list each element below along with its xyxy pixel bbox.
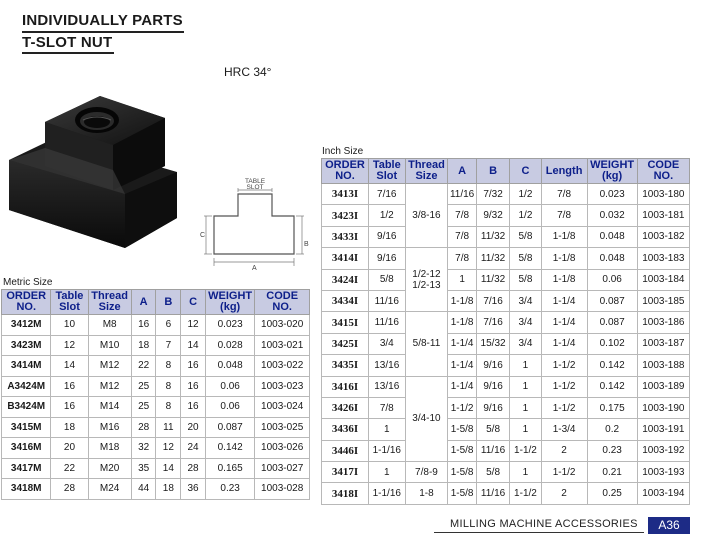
table-cell: 1-1/2 bbox=[541, 462, 587, 483]
inch-header-cell: Length bbox=[541, 159, 587, 184]
table-cell: 35 bbox=[131, 458, 156, 479]
table-cell: M12 bbox=[88, 376, 131, 397]
table-cell: 5/8 bbox=[476, 419, 509, 440]
table-cell: 1/2 bbox=[369, 205, 406, 226]
table-cell: 1/2 bbox=[510, 184, 541, 205]
inch-header-cell: WEIGHT (kg) bbox=[587, 159, 637, 184]
table-cell: 9/16 bbox=[476, 355, 509, 376]
order-number-cell: 3446I bbox=[322, 440, 369, 461]
table-cell: 36 bbox=[181, 479, 206, 500]
table-cell: 1003-191 bbox=[637, 419, 689, 440]
table-cell: 0.2 bbox=[587, 419, 637, 440]
metric-size-table bbox=[1, 289, 310, 500]
thread-size-cell: 5/8-11 bbox=[405, 312, 448, 376]
table-cell: 1-5/8 bbox=[448, 419, 477, 440]
table-cell: 2 bbox=[541, 483, 587, 504]
diagram-label-b: B bbox=[304, 241, 309, 248]
order-number-cell: 3415M bbox=[2, 417, 51, 438]
table-cell: 0.087 bbox=[587, 312, 637, 333]
table-cell: 9/16 bbox=[476, 397, 509, 418]
table-cell: 1-1/4 bbox=[541, 333, 587, 354]
table-cell: 5/8 bbox=[510, 269, 541, 290]
table-cell: 0.175 bbox=[587, 397, 637, 418]
table-cell: 1-1/4 bbox=[448, 333, 477, 354]
table-cell: 1 bbox=[510, 419, 541, 440]
diagram-label-a: A bbox=[252, 265, 257, 271]
title-underline bbox=[22, 31, 184, 33]
diagram-label-table: TABLE bbox=[244, 178, 266, 185]
table-cell: 0.06 bbox=[587, 269, 637, 290]
table-cell: 0.142 bbox=[587, 355, 637, 376]
table-cell: 1-1/2 bbox=[510, 483, 541, 504]
thread-size-cell: 1-8 bbox=[405, 483, 448, 504]
table-cell: 7/16 bbox=[369, 184, 406, 205]
table-cell: 1003-192 bbox=[637, 440, 689, 461]
metric-header-cell: B bbox=[156, 290, 181, 315]
metric-caption: Metric Size bbox=[3, 277, 53, 288]
table-cell: 11/16 bbox=[369, 312, 406, 333]
table-cell: 1-1/8 bbox=[541, 269, 587, 290]
inch-caption: Inch Size bbox=[322, 146, 364, 157]
order-number-cell: 3418M bbox=[2, 479, 51, 500]
table-cell: 1-3/4 bbox=[541, 419, 587, 440]
diagram-label-c: C bbox=[200, 232, 206, 239]
thread-size-cell: 3/8-16 bbox=[405, 184, 448, 248]
table-row bbox=[322, 419, 690, 440]
table-cell: 11/32 bbox=[476, 226, 509, 247]
table-cell: 0.142 bbox=[205, 438, 254, 459]
table-cell: 3/4 bbox=[510, 290, 541, 311]
footer-rule bbox=[434, 532, 644, 533]
table-cell: 28 bbox=[131, 417, 156, 438]
table-cell: 1003-190 bbox=[637, 397, 689, 418]
table-cell: 18 bbox=[51, 417, 88, 438]
table-cell: 0.23 bbox=[587, 440, 637, 461]
table-cell: 1003-028 bbox=[255, 479, 310, 500]
table-cell: 13/16 bbox=[369, 355, 406, 376]
metric-header-cell: WEIGHT (kg) bbox=[205, 290, 254, 315]
table-cell: 1-1/8 bbox=[541, 248, 587, 269]
inch-header-cell: A bbox=[448, 159, 477, 184]
table-cell: 1003-185 bbox=[637, 290, 689, 311]
table-cell: 1-1/2 bbox=[541, 376, 587, 397]
order-number-cell: 3436I bbox=[322, 419, 369, 440]
table-cell: 11/16 bbox=[476, 483, 509, 504]
table-cell: 25 bbox=[131, 397, 156, 418]
table-cell: 28 bbox=[51, 479, 88, 500]
page-title: INDIVIDUALLY PARTS bbox=[22, 12, 183, 29]
table-cell: 0.032 bbox=[587, 205, 637, 226]
subtitle-underline bbox=[22, 52, 114, 54]
table-cell: 7/8 bbox=[541, 205, 587, 226]
table-cell: 12 bbox=[181, 315, 206, 336]
table-cell: 7/8 bbox=[369, 397, 406, 418]
table-cell: 1 bbox=[448, 269, 477, 290]
table-cell: 1003-026 bbox=[255, 438, 310, 459]
table-cell: 1-1/8 bbox=[541, 226, 587, 247]
table-cell: 1-1/2 bbox=[541, 355, 587, 376]
table-cell: 1003-187 bbox=[637, 333, 689, 354]
order-number-cell: 3416I bbox=[322, 376, 369, 397]
table-row bbox=[322, 397, 690, 418]
table-row bbox=[322, 184, 690, 205]
metric-header-cell: Table Slot bbox=[51, 290, 88, 315]
metric-table-body bbox=[2, 315, 310, 500]
table-cell: 1003-188 bbox=[637, 355, 689, 376]
table-row bbox=[322, 483, 690, 504]
table-cell: 25 bbox=[131, 376, 156, 397]
order-number-cell: 3417M bbox=[2, 458, 51, 479]
table-cell: 1003-021 bbox=[255, 335, 310, 356]
table-cell: 1-5/8 bbox=[448, 483, 477, 504]
table-cell: M16 bbox=[88, 417, 131, 438]
table-cell: 0.06 bbox=[205, 376, 254, 397]
table-cell: 7/32 bbox=[476, 184, 509, 205]
metric-header-cell: A bbox=[131, 290, 156, 315]
table-cell: 1003-023 bbox=[255, 376, 310, 397]
table-cell: 2 bbox=[541, 440, 587, 461]
section-footer: MILLING MACHINE ACCESSORIES bbox=[450, 518, 638, 530]
order-number-cell: 3434I bbox=[322, 290, 369, 311]
table-cell: 0.102 bbox=[587, 333, 637, 354]
table-cell: 0.25 bbox=[587, 483, 637, 504]
table-cell: 1-1/2 bbox=[510, 440, 541, 461]
table-cell: 0.23 bbox=[205, 479, 254, 500]
table-cell: 1 bbox=[369, 462, 406, 483]
table-cell: 8 bbox=[156, 397, 181, 418]
order-number-cell: 3423I bbox=[322, 205, 369, 226]
metric-header-cell: ORDER NO. bbox=[2, 290, 51, 315]
order-number-cell: 3417I bbox=[322, 462, 369, 483]
table-cell: 11/32 bbox=[476, 269, 509, 290]
order-number-cell: 3423M bbox=[2, 335, 51, 356]
page-subtitle: T-SLOT NUT bbox=[22, 34, 113, 51]
table-cell: 1 bbox=[369, 419, 406, 440]
order-number-cell: 3412M bbox=[2, 315, 51, 336]
table-cell: 9/16 bbox=[369, 226, 406, 247]
table-cell: 1 bbox=[510, 376, 541, 397]
table-row bbox=[322, 462, 690, 483]
table-row bbox=[322, 355, 690, 376]
table-cell: 18 bbox=[156, 479, 181, 500]
table-cell: 12 bbox=[156, 438, 181, 459]
table-cell: 11/16 bbox=[369, 290, 406, 311]
table-cell: 0.023 bbox=[205, 315, 254, 336]
table-cell: 1-1/4 bbox=[541, 290, 587, 311]
table-cell: 1/2 bbox=[510, 205, 541, 226]
table-cell: 12 bbox=[51, 335, 88, 356]
order-number-cell: A3424M bbox=[2, 376, 51, 397]
table-cell: 1-1/8 bbox=[448, 312, 477, 333]
table-cell: 22 bbox=[131, 356, 156, 377]
table-cell: 20 bbox=[181, 417, 206, 438]
table-cell: 1-1/4 bbox=[448, 376, 477, 397]
order-number-cell: B3424M bbox=[2, 397, 51, 418]
table-cell: 10 bbox=[51, 315, 88, 336]
table-row bbox=[322, 248, 690, 269]
table-cell: 0.21 bbox=[587, 462, 637, 483]
table-cell: 0.087 bbox=[205, 417, 254, 438]
table-cell: 0.165 bbox=[205, 458, 254, 479]
order-number-cell: 3414M bbox=[2, 356, 51, 377]
table-row bbox=[2, 417, 310, 438]
inch-header-cell: Table Slot bbox=[369, 159, 406, 184]
order-number-cell: 3435I bbox=[322, 355, 369, 376]
hardness-label: HRC 34° bbox=[224, 65, 272, 79]
inch-header-cell: ORDER NO. bbox=[322, 159, 369, 184]
table-cell: 1-1/16 bbox=[369, 483, 406, 504]
table-cell: 8 bbox=[156, 356, 181, 377]
table-cell: 0.023 bbox=[587, 184, 637, 205]
table-cell: 32 bbox=[131, 438, 156, 459]
table-cell: 0.028 bbox=[205, 335, 254, 356]
table-cell: 9/16 bbox=[369, 248, 406, 269]
t-slot-dimension-diagram bbox=[190, 176, 310, 271]
table-cell: 1003-189 bbox=[637, 376, 689, 397]
table-row bbox=[322, 440, 690, 461]
metric-header-row bbox=[2, 290, 310, 315]
table-row bbox=[322, 205, 690, 226]
table-row bbox=[2, 356, 310, 377]
table-cell: 16 bbox=[181, 397, 206, 418]
table-cell: 14 bbox=[51, 356, 88, 377]
table-cell: 7/8 bbox=[541, 184, 587, 205]
table-cell: 9/16 bbox=[476, 376, 509, 397]
table-cell: 16 bbox=[131, 315, 156, 336]
table-cell: 5/8 bbox=[510, 248, 541, 269]
order-number-cell: 3416M bbox=[2, 438, 51, 459]
table-cell: 0.048 bbox=[205, 356, 254, 377]
table-cell: 16 bbox=[181, 376, 206, 397]
table-cell: 0.142 bbox=[587, 376, 637, 397]
table-cell: 1-1/2 bbox=[448, 397, 477, 418]
page-number-badge: A36 bbox=[648, 517, 690, 534]
metric-header-cell: CODE NO. bbox=[255, 290, 310, 315]
inch-header-cell: C bbox=[510, 159, 541, 184]
table-cell: 0.06 bbox=[205, 397, 254, 418]
table-cell: 11/32 bbox=[476, 248, 509, 269]
table-cell: 8 bbox=[156, 376, 181, 397]
table-cell: 6 bbox=[156, 315, 181, 336]
inch-header-cell: Thread Size bbox=[405, 159, 448, 184]
table-cell: 1003-193 bbox=[637, 462, 689, 483]
diagram-label-slot: SLOT bbox=[246, 184, 264, 191]
inch-size-table bbox=[321, 158, 690, 505]
inch-header-cell: B bbox=[476, 159, 509, 184]
table-cell: 1003-027 bbox=[255, 458, 310, 479]
table-cell: 1003-024 bbox=[255, 397, 310, 418]
table-cell: 1 bbox=[510, 397, 541, 418]
table-cell: 1003-020 bbox=[255, 315, 310, 336]
table-cell: 0.048 bbox=[587, 226, 637, 247]
table-cell: 0.087 bbox=[587, 290, 637, 311]
table-cell: 3/4 bbox=[510, 312, 541, 333]
t-slot-nut-photo bbox=[5, 90, 185, 275]
table-cell: 11/16 bbox=[476, 440, 509, 461]
table-cell: 1003-022 bbox=[255, 356, 310, 377]
table-cell: 0.048 bbox=[587, 248, 637, 269]
table-cell: 5/8 bbox=[476, 462, 509, 483]
table-cell: 1 bbox=[510, 355, 541, 376]
table-cell: 1-1/4 bbox=[448, 355, 477, 376]
table-row bbox=[2, 335, 310, 356]
thread-size-cell: 1/2-12 1/2-13 bbox=[405, 248, 448, 312]
table-row bbox=[2, 479, 310, 500]
table-cell: 28 bbox=[181, 458, 206, 479]
table-cell: 3/4 bbox=[510, 333, 541, 354]
thread-size-cell: 7/8-9 bbox=[405, 462, 448, 483]
table-cell: 1-5/8 bbox=[448, 462, 477, 483]
table-cell: 16 bbox=[51, 397, 88, 418]
table-cell: 11/16 bbox=[448, 184, 477, 205]
table-cell: 7/8 bbox=[448, 248, 477, 269]
metric-header-cell: C bbox=[181, 290, 206, 315]
table-row bbox=[2, 397, 310, 418]
table-cell: 13/16 bbox=[369, 376, 406, 397]
table-row bbox=[2, 315, 310, 336]
table-cell: 11 bbox=[156, 417, 181, 438]
thread-size-cell: 3/4-10 bbox=[405, 376, 448, 462]
table-cell: 9/32 bbox=[476, 205, 509, 226]
table-row bbox=[322, 333, 690, 354]
table-cell: 1-1/8 bbox=[448, 290, 477, 311]
inch-table-body bbox=[322, 184, 690, 505]
table-cell: 1003-182 bbox=[637, 226, 689, 247]
table-cell: M12 bbox=[88, 356, 131, 377]
table-cell: 15/32 bbox=[476, 333, 509, 354]
order-number-cell: 3418I bbox=[322, 483, 369, 504]
table-cell: M10 bbox=[88, 335, 131, 356]
table-cell: 1003-184 bbox=[637, 269, 689, 290]
table-cell: 7/8 bbox=[448, 226, 477, 247]
table-row bbox=[322, 290, 690, 311]
table-cell: 18 bbox=[131, 335, 156, 356]
table-row bbox=[2, 376, 310, 397]
table-row bbox=[322, 312, 690, 333]
table-cell: M14 bbox=[88, 397, 131, 418]
table-cell: 1-5/8 bbox=[448, 440, 477, 461]
table-cell: 5/8 bbox=[369, 269, 406, 290]
inch-header-row bbox=[322, 159, 690, 184]
order-number-cell: 3415I bbox=[322, 312, 369, 333]
table-cell: 1 bbox=[510, 462, 541, 483]
table-cell: 20 bbox=[51, 438, 88, 459]
table-cell: M8 bbox=[88, 315, 131, 336]
table-cell: 1003-180 bbox=[637, 184, 689, 205]
table-row bbox=[322, 269, 690, 290]
inch-header-cell: CODE NO. bbox=[637, 159, 689, 184]
table-row bbox=[322, 376, 690, 397]
order-number-cell: 3426I bbox=[322, 397, 369, 418]
table-cell: 22 bbox=[51, 458, 88, 479]
table-cell: 1003-025 bbox=[255, 417, 310, 438]
order-number-cell: 3424I bbox=[322, 269, 369, 290]
table-cell: 7/16 bbox=[476, 290, 509, 311]
table-cell: M24 bbox=[88, 479, 131, 500]
table-cell: 7 bbox=[156, 335, 181, 356]
table-cell: 7/16 bbox=[476, 312, 509, 333]
order-number-cell: 3425I bbox=[322, 333, 369, 354]
table-cell: 14 bbox=[181, 335, 206, 356]
table-cell: 16 bbox=[51, 376, 88, 397]
order-number-cell: 3433I bbox=[322, 226, 369, 247]
order-number-cell: 3414I bbox=[322, 248, 369, 269]
table-cell: M18 bbox=[88, 438, 131, 459]
table-cell: 16 bbox=[181, 356, 206, 377]
table-cell: 24 bbox=[181, 438, 206, 459]
order-number-cell: 3413I bbox=[322, 184, 369, 205]
metric-header-cell: Thread Size bbox=[88, 290, 131, 315]
table-cell: 7/8 bbox=[448, 205, 477, 226]
table-cell: 1003-194 bbox=[637, 483, 689, 504]
table-row bbox=[2, 438, 310, 459]
table-row bbox=[322, 226, 690, 247]
table-cell: 1-1/2 bbox=[541, 397, 587, 418]
table-cell: 5/8 bbox=[510, 226, 541, 247]
table-cell: 44 bbox=[131, 479, 156, 500]
table-row bbox=[2, 458, 310, 479]
table-cell: 1003-183 bbox=[637, 248, 689, 269]
table-cell: M20 bbox=[88, 458, 131, 479]
table-cell: 3/4 bbox=[369, 333, 406, 354]
table-cell: 14 bbox=[156, 458, 181, 479]
table-cell: 1-1/16 bbox=[369, 440, 406, 461]
table-cell: 1003-186 bbox=[637, 312, 689, 333]
table-cell: 1003-181 bbox=[637, 205, 689, 226]
table-cell: 1-1/4 bbox=[541, 312, 587, 333]
